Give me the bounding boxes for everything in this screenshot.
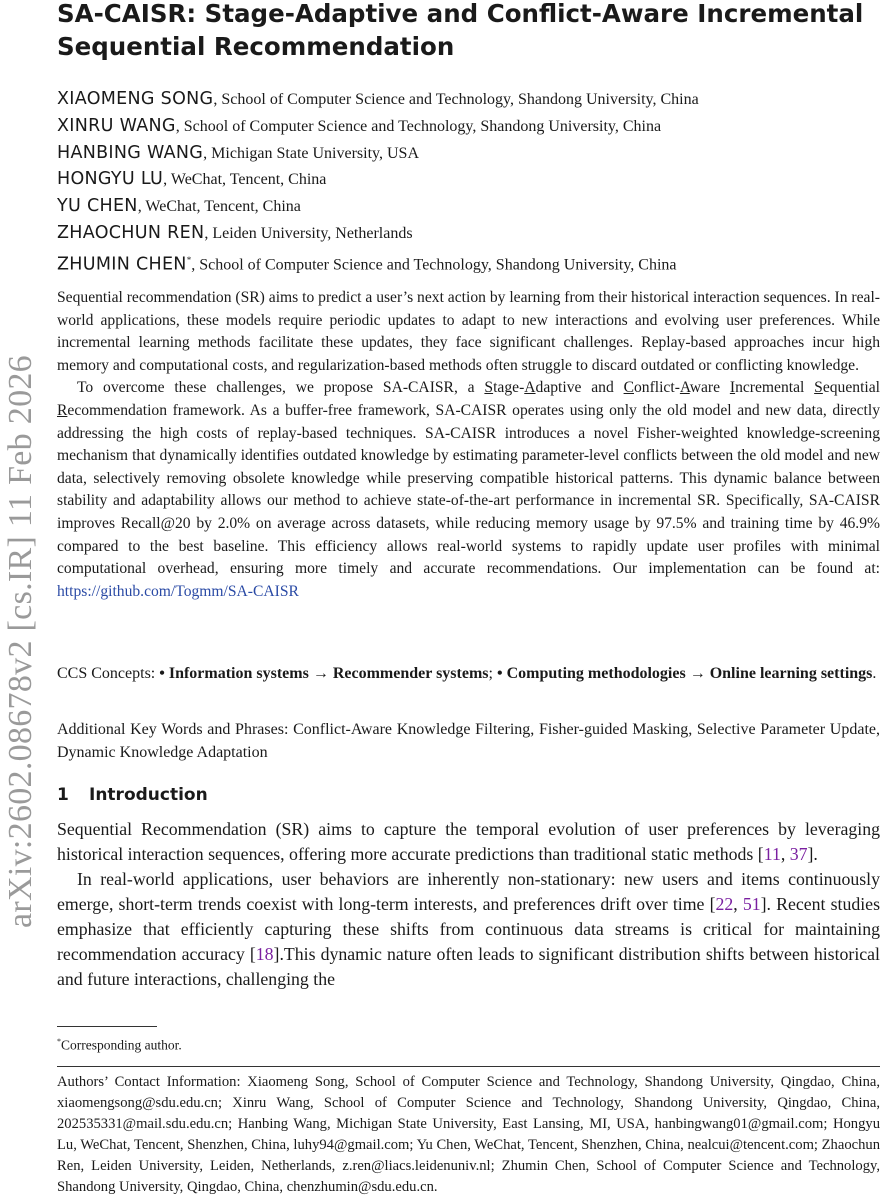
author-name: ZHAOCHUN REN	[57, 222, 205, 243]
author-name: HONGYU LU	[57, 169, 164, 190]
author-entry	[57, 194, 880, 221]
citation-link[interactable]: 37	[789, 844, 808, 864]
author-entry	[57, 167, 880, 194]
section-heading	[57, 785, 208, 805]
arxiv-stamp: arXiv:2602.08678v2 [cs.IR] 11 Feb 2026	[2, 355, 39, 928]
author-name: HANBING WANG	[57, 142, 204, 163]
author-affiliation: , Michigan State University, USA	[203, 144, 419, 162]
footnote-divider	[57, 1026, 157, 1027]
author-affiliation: , School of Computer Science and Technology, Shandong University, China	[213, 91, 699, 108]
github-link[interactable]: https://github.com/Togmm/SA-CAISR	[57, 582, 299, 600]
section-number: 1	[57, 785, 69, 805]
corresponding-author-mark: *	[186, 254, 192, 265]
author-entry	[57, 221, 880, 248]
author-name: YU CHEN	[57, 196, 138, 217]
section-title: Introduction	[89, 785, 208, 805]
citation-link[interactable]: 22	[715, 894, 734, 914]
author-affiliation: , WeChat, Tencent, China	[137, 198, 301, 216]
intro-paragraph-1: Sequential Recommendation (SR) aims to capture the temporal evolution of user preferences by leveraging historical interaction sequences, offering more accurate predictions than traditional static methods [11, 37].	[57, 819, 880, 864]
author-name: XINRU WANG	[57, 115, 176, 136]
author-entry	[57, 87, 880, 114]
author-name: XIAOMENG SONG	[57, 89, 214, 109]
footnote	[57, 1033, 182, 1055]
abstract-paragraph-1: Sequential recommendation (SR) aims to predict a user’s next action by learning from their historical interaction sequences. In real-world applications, these models require periodic updates to adapt to new interactions and evolving user preferences. While incremental learning methods facilitate these updates, they face significant challenges. Replay-based approaches incur high memory and computational costs, and regularization-based methods often struggle to discard outdated or conflicting knowledge.	[57, 289, 880, 374]
intro-paragraph-2: In real-world applications, user behaviors are inherently non-stationary: new users and items continuously emerge, short-term trends coexist with long-term interests, and preferences drift over time [22, 51]. Recent studies emphasize that efficiently capturing these shifts from continuous data streams is critical for maintaining recommendation accuracy [18].This dynamic nature often leads to significant distribution shifts between historical and future interactions, challenging the	[57, 869, 880, 989]
abstract-text: To overcome these challenges, we propose SA-CAISR, a	[77, 379, 485, 397]
footnote-text: Corresponding author.	[61, 1037, 182, 1053]
footnote-mark: *	[57, 1037, 61, 1046]
author-affiliation: , Leiden University, Netherlands	[204, 224, 413, 242]
author-list	[57, 87, 880, 275]
author-entry	[57, 248, 880, 275]
abstract-text: framework. As a buffer-free framework, SA-CAISR operates using only the old model and new data, directly addressing the high costs of replay-based techniques. SA-CAISR introduces a novel Fisher-weighted knowledge-screening mechanism that dynamically identifies outdated knowledge by estimating parameter-level conflicts between the old model and new data, selectively removing obsolete knowledge while preserving compatible historical patterns. This dynamic balance between stability and adaptability allows our method to achieve state-of-the-art performance in incremental SR. Specifically, SA-CAISR improves Recall@20 by 2.0% on average across datasets, while reducing memory usage by 97.5% and training time by 46.9% compared to the best baseline. This efficiency allows real-world systems to rapidly update user profiles with minimal computational overhead, ensuring more timely and accurate recommendations. Our implementation can be found at:	[57, 401, 880, 578]
ccs-concepts: CCS Concepts: • Information systems → Recommender systems; • Computing methodologies → Online learning settings.	[57, 665, 877, 682]
citation-link[interactable]: 18	[255, 944, 274, 964]
author-name: ZHUMIN CHEN	[57, 254, 187, 275]
author-affiliation: , WeChat, Tencent, China	[163, 171, 327, 189]
abstract	[57, 287, 880, 603]
abstract-paragraph-2	[57, 377, 880, 603]
contact-divider	[57, 1066, 880, 1067]
author-affiliation: , School of Computer Science and Technology, Shandong University, China	[191, 256, 677, 274]
author-affiliation: , School of Computer Science and Technology, Shandong University, China	[175, 117, 662, 135]
citation-link[interactable]: 11	[763, 844, 781, 864]
author-entry	[57, 114, 880, 141]
paper-title: SA-CAISR: Stage-Adaptive and Conflict-Aware Incremental Sequential Recommendation	[57, 0, 864, 61]
author-contact-info: Authors’ Contact Information: Xiaomeng Song, School of Computer Science and Technology, Shandong University, Qingdao, China, xiaomengsong@sdu.edu.cn; Xinru Wang, School of Computer Science and Technology, Shandong University, Qingdao, China, 202535331@mail.sdu.edu.cn; Hanbing Wang, Michigan State University, East Lansing, MI, USA, hanbingwang01@gmail.com; Hongyu Lu, WeChat, Tencent, Shenzhen, China, luhy94@gmail.com; Yu Chen, WeChat, Tencent, Shenzhen, China, nealcui@tencent.com; Zhaochun Ren, Leiden University, Leiden, Netherlands, z.ren@liacs.leidenuniv.nl; Zhumin Chen, School of Computer Science and Technology, Shandong University, Qingdao, China, chenzhumin@sdu.edu.cn.	[57, 1074, 880, 1195]
author-entry	[57, 141, 880, 168]
keywords: Additional Key Words and Phrases: Conflict-Aware Knowledge Filtering, Fisher-guided Masking, Selective Parameter Update, Dynamic Knowledge Adaptation	[57, 721, 880, 761]
citation-link[interactable]: 51	[742, 894, 761, 914]
framework-acronym: Stage-Adaptive and Conflict-Aware Incremental Sequential Recommendation	[57, 379, 880, 419]
introduction-body	[57, 817, 880, 992]
